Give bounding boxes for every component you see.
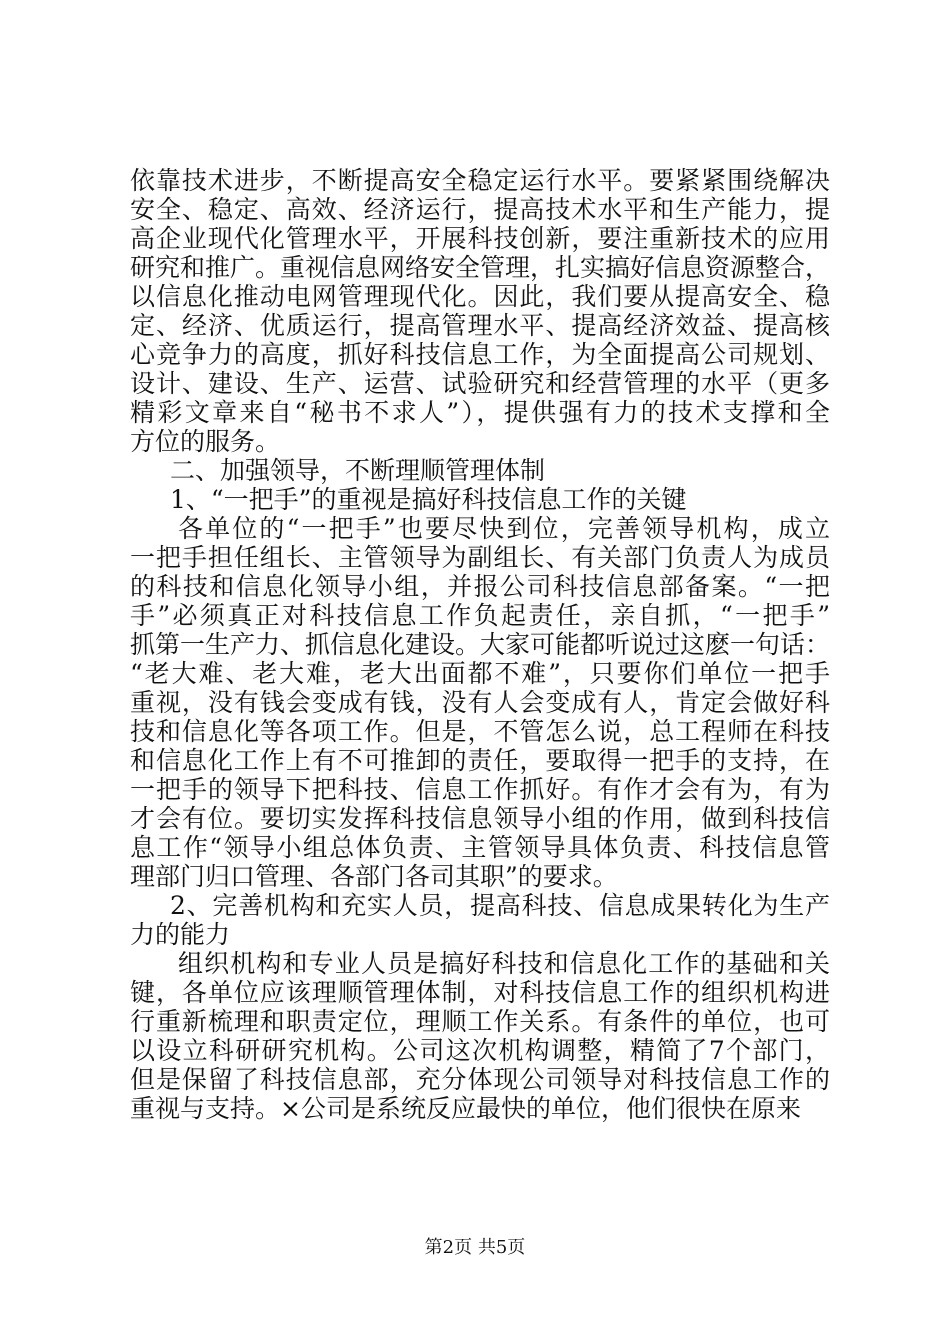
text-line: 技和信息化等各项工作。但是，不管怎么说，总工程师在科技 <box>130 717 830 746</box>
subsection-heading: 2、完善机构和充实人员，提高科技、信息成果转化为生产 <box>170 891 830 920</box>
text-line: 精彩文章来自“秘书不求人”），提供强有力的技术支撑和全 <box>130 398 830 427</box>
text-line: 重视与支持。×公司是系统反应最快的单位，他们很快在原来 <box>130 1094 801 1123</box>
text-line: 一把手担任组长、主管领导为副组长、有关部门负责人为成员 <box>130 543 830 572</box>
subsection-heading: 力的能力 <box>130 920 231 949</box>
text-line: 才会有位。要切实发挥科技信息领导小组的作用，做到科技信 <box>130 804 830 833</box>
text-line: 抓第一生产力、抓信息化建设。大家可能都听说过这麽一句话： <box>130 630 831 659</box>
text-line: 手”必须真正对科技信息工作负起责任，亲自抓，“一把手” <box>130 601 830 630</box>
text-line: 依靠技术进步，不断提高安全稳定运行水平。要紧紧围绕解决 <box>130 166 830 195</box>
text-line: 研究和推广。重视信息网络安全管理，扎实搞好信息资源整合， <box>130 253 831 282</box>
text-line: 高企业现代化管理水平，开展科技创新，要注重新技术的应用 <box>130 224 830 253</box>
section-heading: 1、“一把手”的重视是搞好科技信息工作的关键 <box>170 485 687 514</box>
text-line: 键，各单位应该理顺管理体制，对科技信息工作的组织机构进 <box>130 978 830 1007</box>
text-line: 以信息化推动电网管理现代化。因此，我们要从提高安全、稳 <box>130 282 830 311</box>
text-line: 行重新梳理和职责定位，理顺工作关系。有条件的单位，也可 <box>130 1007 830 1036</box>
text-line: 一把手的领导下把科技、信息工作抓好。有作才会有为，有为 <box>130 775 830 804</box>
page-footer <box>0 1236 950 1260</box>
text-line: 组织机构和专业人员是搞好科技和信息化工作的基础和关 <box>178 949 830 978</box>
text-line: 方位的服务。 <box>130 427 281 456</box>
text-line: 理部门归口管理、各部门各司其职”的要求。 <box>130 862 618 891</box>
text-line: 和信息化工作上有不可推卸的责任，要取得一把手的支持，在 <box>130 746 830 775</box>
text-line: 各单位的“一把手”也要尽快到位，完善领导机构，成立 <box>178 514 830 543</box>
text-line: 息工作“领导小组总体负责、主管领导具体负责、科技信息管 <box>130 833 830 862</box>
text-line: 重视，没有钱会变成有钱，没有人会变成有人，肯定会做好科 <box>130 688 830 717</box>
text-line: 以设立科研研究机构。公司这次机构调整，精简了7个部门， <box>130 1036 830 1065</box>
text-line: 定、经济、优质运行，提高管理水平、提高经济效益、提高核 <box>130 311 830 340</box>
text-line: 但是保留了科技信息部，充分体现公司领导对科技信息工作的 <box>130 1065 830 1094</box>
text-line: “老大难、老大难，老大出面都不难”，只要你们单位一把手 <box>130 659 830 688</box>
text-line: 心竞争力的高度，抓好科技信息工作，为全面提高公司规划、 <box>130 340 830 369</box>
text-line: 安全、稳定、高效、经济运行，提高技术水平和生产能力，提 <box>130 195 830 224</box>
text-line: 的科技和信息化领导小组，并报公司科技信息部备案。“一把 <box>130 572 830 601</box>
section-heading: 二、加强领导，不断理顺管理体制 <box>170 456 546 485</box>
text-line: 设计、建设、生产、运营、试验研究和经营管理的水平（更多 <box>130 369 830 398</box>
page-number: 第2页 共5页 <box>424 1237 526 1258</box>
